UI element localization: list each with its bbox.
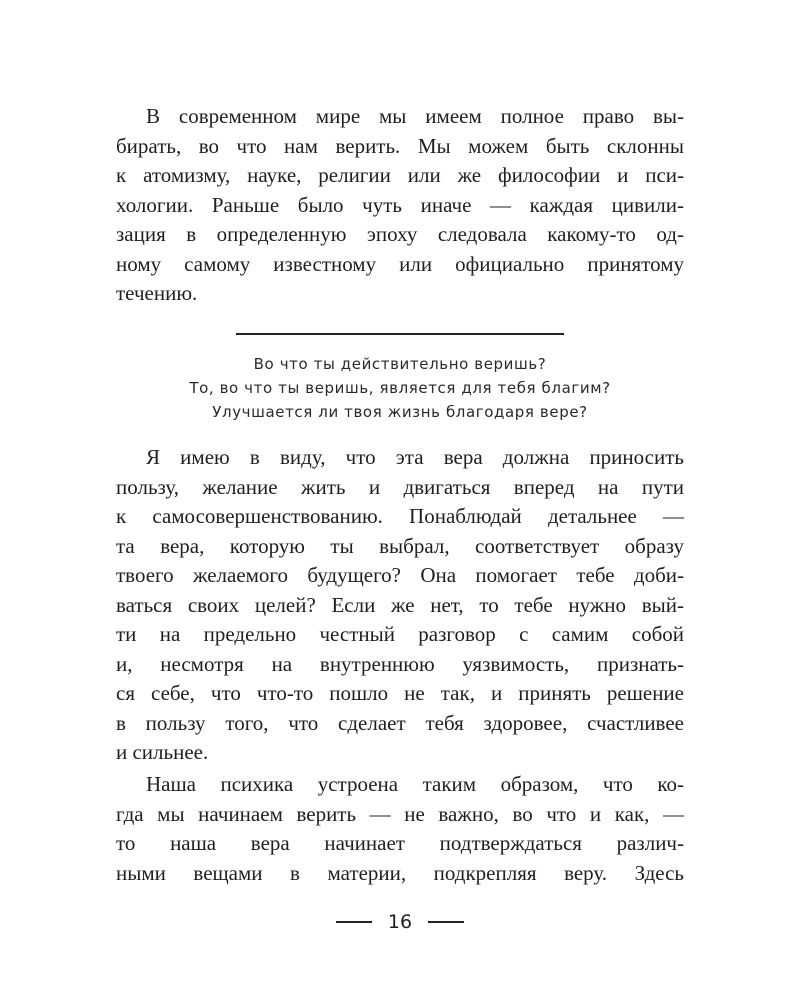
paragraph-line: в пользу того, что сделает тебя здоровее, счастливее bbox=[116, 710, 684, 735]
paragraph-line: зация в определенную эпоху следовала какому-то од- bbox=[116, 222, 684, 246]
paragraph-line: ся себе, что что-то пошло не так, и принять решение bbox=[116, 681, 684, 705]
page-number: 16 bbox=[387, 911, 413, 933]
folio-left-dash bbox=[336, 921, 372, 923]
folio-right-dash bbox=[428, 921, 464, 923]
paragraph-line: бирать, во что нам верить. Мы можем быть склонны bbox=[116, 133, 684, 158]
paragraph-line: пользу, желание жить и двигаться вперед на пути bbox=[116, 474, 684, 499]
quote-block bbox=[100, 352, 700, 424]
paragraph-line: ному самому известному или официально принятому bbox=[116, 251, 684, 276]
paragraph-line: та вера, которую ты выбрал, соответствует образу bbox=[116, 533, 684, 558]
paragraph-line: твоего желаемого будущего? Она помогает тебе доби- bbox=[116, 563, 684, 587]
quote-line: Улучшается ли твоя жизнь благодаря вере? bbox=[212, 403, 588, 421]
paragraph-line: ными вещами в материи, подкрепляя веру. Здесь bbox=[116, 860, 684, 885]
paragraph-line: к атомизму, науке, религии или же философии и пси- bbox=[116, 163, 684, 187]
paragraph-3 bbox=[116, 770, 684, 888]
paragraph-line: Я имею в виду, что эта вера должна приносить bbox=[146, 445, 684, 469]
paragraph-line: к самосовершенствованию. Понаблюдай детальнее — bbox=[116, 504, 684, 528]
paragraph-line: и сильнее. bbox=[116, 740, 209, 764]
paragraph-line: Наша психика устроена таким образом, что ко- bbox=[146, 772, 684, 796]
paragraph-line: В современном мире мы имеем полное право вы- bbox=[146, 104, 684, 128]
paragraph-line: ти на предельно честный разговор с самим собой bbox=[116, 622, 684, 646]
quote-line: То, во что ты веришь, является для тебя благим? bbox=[189, 379, 611, 397]
paragraph-line: хологии. Раньше было чуть иначе — каждая цивили- bbox=[116, 192, 684, 217]
paragraph-line: течению. bbox=[116, 281, 198, 305]
paragraph-2 bbox=[116, 443, 684, 768]
paragraph-1 bbox=[116, 102, 684, 309]
paragraph-line: то наша вера начинает подтверждаться различ- bbox=[116, 831, 684, 855]
paragraph-line: гда мы начинаем верить — не важно, во что и как, — bbox=[116, 801, 684, 826]
page-number-footer bbox=[0, 907, 800, 937]
quote-line: Во что ты действительно веришь? bbox=[253, 355, 547, 373]
paragraph-line: и, несмотря на внутреннюю уязвимость, признать- bbox=[116, 651, 684, 676]
paragraph-line: ваться своих целей? Если же нет, то тебе нужно вый- bbox=[116, 592, 684, 617]
section-divider bbox=[236, 333, 564, 335]
